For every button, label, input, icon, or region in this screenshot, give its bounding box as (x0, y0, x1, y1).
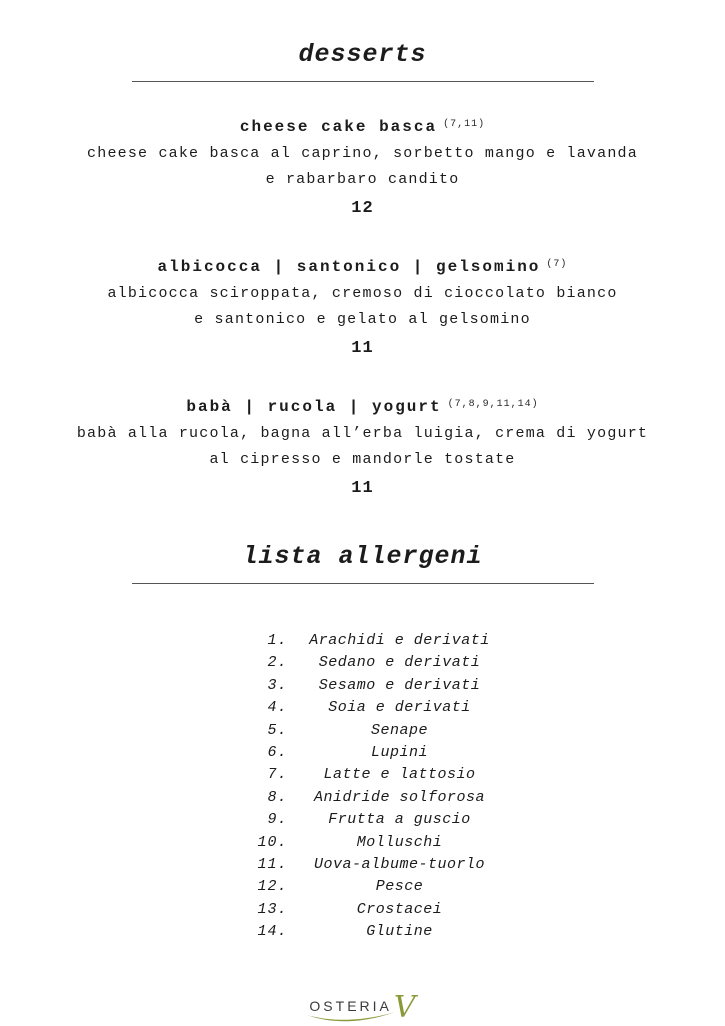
allergen-label: Arachidi e derivati (309, 632, 490, 649)
allergen-label: Lupini (370, 744, 428, 762)
allergen-list-heading: lista allergeni (132, 542, 594, 584)
dish-name (87, 112, 638, 140)
allergen-label: Frutta a guscio (328, 811, 471, 829)
dish-name (107, 252, 617, 280)
allergen-label: Senape (370, 721, 428, 739)
dish-description-line: e rabarbaro candito (265, 171, 460, 188)
allergen-label: Pesce (375, 878, 424, 896)
allergen-number: 4. (267, 699, 288, 717)
dish-description-line: al cipresso e mandorle tostate (209, 451, 516, 468)
dish-name-text: albicocca | santonico | gelsomino (157, 258, 541, 276)
allergen-label: Sedano e derivati (318, 654, 481, 672)
dish-price: 12 (351, 199, 374, 218)
allergen-label: Crostacei (356, 900, 443, 918)
allergen-label: Glutine (366, 923, 433, 941)
logo-inner (309, 989, 416, 1025)
allergen-row (248, 697, 506, 719)
dish-allergen-codes: (7,11) (443, 119, 486, 130)
allergen-label: Anidride solforosa (313, 788, 486, 806)
dish-price: 11 (351, 479, 374, 498)
allergen-number: 8. (267, 788, 288, 806)
allergen-row (248, 630, 506, 652)
desserts-heading: desserts (132, 40, 594, 82)
allergen-number: 7. (267, 766, 288, 784)
allergen-label: Latte e lattosio (323, 766, 476, 784)
allergen-row (248, 921, 506, 943)
logo-mark-v: V (393, 989, 416, 1025)
allergen-number: 12. (257, 878, 288, 896)
dish-name-text: cheese cake basca (239, 118, 438, 136)
dish-description-line: cheese cake basca al caprino, sorbetto mango e lavanda (87, 145, 638, 162)
menu-item (87, 112, 638, 218)
allergen-label: Soia e derivati (328, 699, 471, 717)
allergen-number: 3. (267, 676, 288, 694)
dish-price: 11 (351, 339, 374, 358)
allergen-list (248, 630, 506, 944)
allergen-row (248, 876, 506, 898)
allergen-row (248, 809, 506, 831)
dish-allergen-codes: (7,8,9,11,14) (447, 399, 539, 410)
allergen-number: 9. (267, 811, 288, 829)
allergen-row (248, 787, 506, 809)
allergen-label: Sesamo e derivati (318, 676, 481, 694)
allergen-row (248, 899, 506, 921)
dish-description-line: babà alla rucola, bagna all’erba luigia, crema di yogurt (76, 425, 649, 442)
allergen-label: Molluschi (356, 833, 443, 851)
allergen-number: 6. (267, 744, 288, 762)
allergen-row (248, 854, 506, 876)
allergen-number: 13. (257, 900, 288, 918)
allergen-row (248, 832, 506, 854)
allergen-number: 14. (257, 923, 288, 941)
allergen-number: 5. (267, 721, 288, 739)
dish-allergen-codes: (7) (546, 259, 568, 270)
allergen-number: 1. (267, 632, 288, 649)
allergen-row (248, 742, 506, 764)
allergen-number: 10. (257, 833, 288, 851)
menu-item (77, 392, 648, 498)
desserts-section (77, 104, 648, 524)
allergen-row (248, 720, 506, 742)
dish-name-text: babà | rucola | yogurt (186, 398, 442, 416)
dish-name (77, 392, 648, 420)
allergen-row (248, 675, 506, 697)
logo-text: OSTERIA (309, 997, 392, 1014)
logo-leaf-swoosh-icon (305, 1010, 397, 1026)
menu-item (107, 252, 617, 358)
allergen-row (248, 764, 506, 786)
restaurant-logo (309, 989, 416, 1025)
allergen-row (248, 652, 506, 674)
dish-description-line: e santonico e gelato al gelsomino (194, 311, 531, 328)
dish-description-line: albicocca sciroppata, cremoso di cioccolato bianco (107, 285, 618, 302)
allergen-label: Uova-albume-tuorlo (313, 856, 486, 874)
allergen-heading-wrap (132, 542, 594, 584)
allergen-number: 2. (267, 654, 288, 672)
allergen-number: 11. (257, 856, 288, 874)
